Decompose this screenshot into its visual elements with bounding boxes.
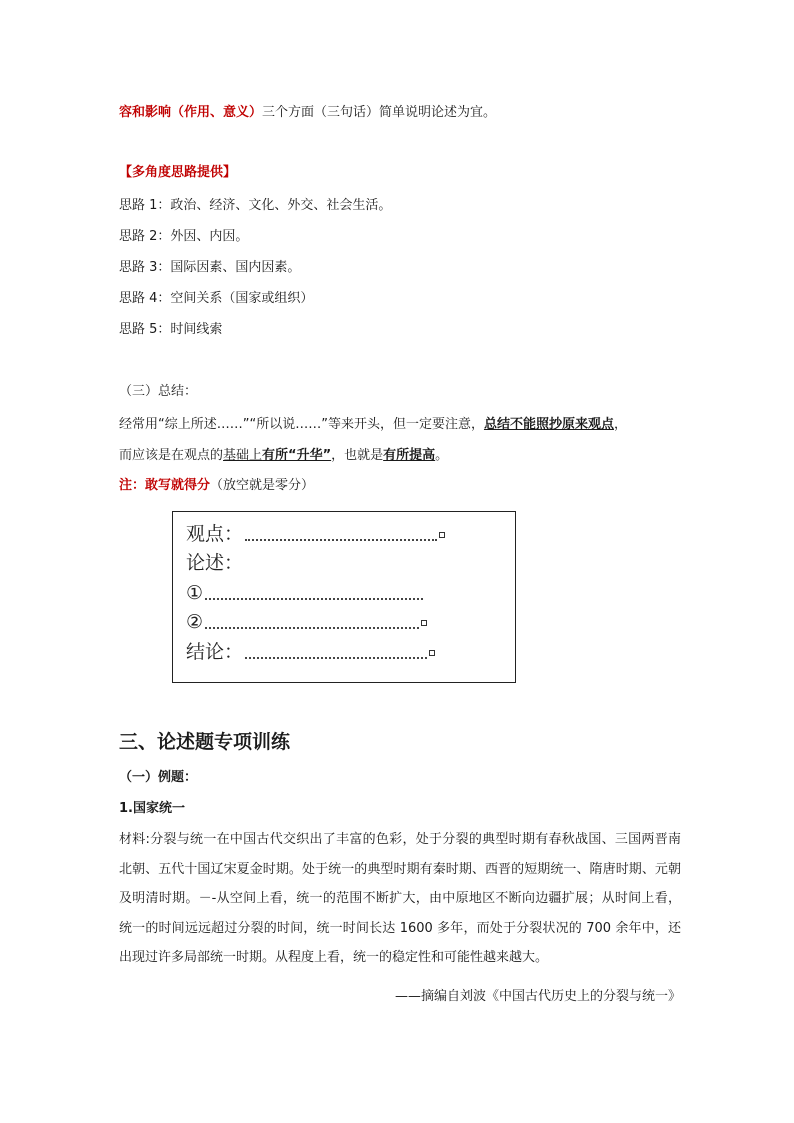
paragraph-mark-icon: [421, 620, 427, 626]
framework-conclusion-label: 结论：: [186, 641, 244, 663]
summary-text: ，也就是: [331, 448, 384, 463]
dotted-line: [245, 529, 437, 541]
material-source: ——摘编自刘波《中国古代历史上的分裂与统一》: [394, 989, 681, 1004]
intro-line: [119, 104, 496, 122]
summary-period: 。: [435, 448, 449, 463]
dotted-line: [205, 617, 419, 629]
framework-viewpoint-label: 观点：: [186, 523, 244, 545]
framework-argument-label: 论述：: [186, 552, 244, 574]
summary-paragraph-line-1: [119, 416, 627, 434]
answer-framework-box: [172, 511, 516, 683]
thought-item-3: 思路 3：国际因素、国内因素。: [119, 260, 301, 275]
item-title: 1.国家统一: [119, 801, 185, 816]
thought-item-1: 思路 1：政治、经济、文化、外交、社会生活。: [119, 198, 392, 213]
dotted-line: [205, 588, 423, 600]
example-subheading: （一）例题：: [119, 770, 198, 785]
summary-note-rest: （放空就是零分）: [210, 478, 315, 493]
summary-underlined: 基础上: [223, 448, 263, 463]
summary-comma: ，: [613, 417, 627, 432]
summary-heading: （三）总结：: [119, 384, 198, 399]
framework-point2-label: ②: [186, 611, 204, 633]
dotted-line: [245, 647, 427, 659]
section-heading: 三、论述题专项训练: [119, 731, 291, 753]
summary-paragraph-line-2: [119, 447, 448, 465]
thought-item-4: 思路 4：空间关系（国家或组织）: [119, 291, 314, 306]
multi-angle-heading: 【多角度思路提供】: [119, 165, 237, 180]
paragraph-mark-icon: [439, 532, 445, 538]
framework-point1-row: [186, 581, 423, 605]
summary-text: 经常用“综上所述……”“所以说……”等来开头，但一定要注意，: [119, 417, 484, 432]
framework-point2-row: [186, 610, 427, 634]
thought-item-2: 思路 2：外因、内因。: [119, 229, 249, 244]
framework-conclusion-row: [186, 640, 435, 664]
summary-note: [119, 477, 314, 495]
summary-emphasis: 总结不能照抄原来观点: [483, 417, 614, 432]
material-paragraph: 材料:分裂与统一在中国古代交织出了丰富的色彩，处于分裂的典型时期有春秋战国、三国两晋南北朝、五代十国辽宋夏金时期。处于统一的典型时期有秦时期、西晋的短期统一、隋唐时期、元朝及明清时期。－-从空间上看，统一的范围不断扩大，由中原地区不断向边疆扩展；从时间上看，统一的时间远远超过分裂的时间，统一时间长达 1600 多年，而处于分裂状况的 700 余年中，还出现过许多局部统一时期。从程度上看，统一的稳定性和可能性越来越大。: [119, 832, 681, 965]
summary-text: 而应该是在观点的: [119, 448, 224, 463]
summary-emphasis: 有所“升华”: [262, 448, 332, 463]
intro-red-text: 容和影响（作用、意义）: [119, 105, 263, 120]
intro-rest-text: 三个方面（三句话）简单说明论述为宜。: [262, 105, 497, 120]
framework-viewpoint-row: [186, 522, 445, 546]
summary-emphasis: 有所提高: [383, 448, 436, 463]
thought-item-5: 思路 5：时间线索: [119, 322, 223, 337]
framework-point1-label: ①: [186, 582, 204, 604]
summary-note-red: 注：敢写就得分: [119, 478, 211, 493]
paragraph-mark-icon: [429, 650, 435, 656]
